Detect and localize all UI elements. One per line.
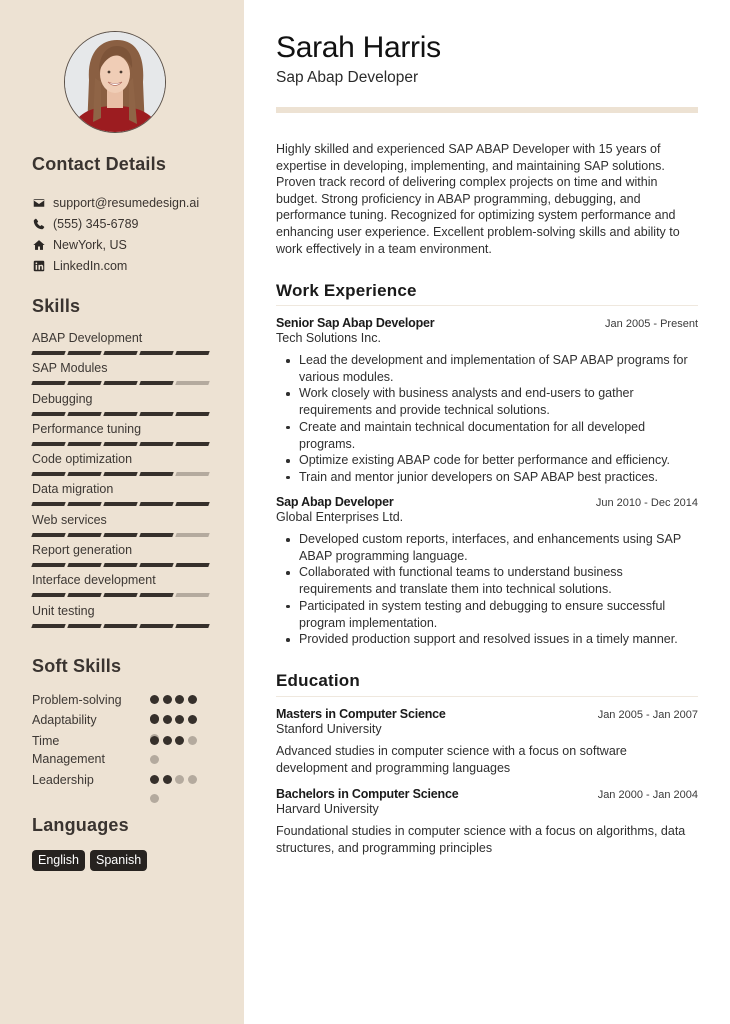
job-bullet: Train and mentor junior developers on SAP ABAP best practices. bbox=[276, 469, 698, 486]
contact-linkedin[interactable] bbox=[32, 255, 199, 276]
job-company: Tech Solutions Inc. bbox=[276, 331, 381, 345]
education-description: Advanced studies in computer science with a focus on software development and programming languages bbox=[276, 744, 627, 775]
skill-level-bar bbox=[32, 412, 214, 416]
main-content bbox=[244, 0, 730, 1024]
soft-skill-label-line: Management bbox=[32, 752, 105, 766]
skill-segment-filled bbox=[67, 412, 101, 416]
skill-level-bar bbox=[32, 593, 214, 597]
skill-label: Code optimization bbox=[32, 452, 133, 467]
rating-dot-filled bbox=[150, 775, 159, 784]
job-company: Global Enterprises Ltd. bbox=[276, 510, 404, 524]
skill-segment-filled bbox=[139, 381, 173, 385]
skill-segment-filled bbox=[103, 381, 137, 385]
envelope-icon bbox=[32, 196, 45, 209]
soft-skill-rating bbox=[150, 711, 210, 729]
language-chip: English bbox=[32, 850, 85, 871]
job-bullet: Work closely with business analysts and end-users to gather requirements and provide technical solutions. bbox=[276, 385, 698, 418]
rating-dot-filled bbox=[175, 736, 184, 745]
work-experience-heading: Work Experience bbox=[276, 281, 417, 300]
job-bullet: Optimize existing ABAP code for better performance and efficiency. bbox=[276, 452, 698, 469]
rating-dot-empty bbox=[150, 794, 159, 803]
candidate-name: Sarah Harris bbox=[276, 31, 441, 64]
skill-label: Unit testing bbox=[32, 603, 95, 618]
skill-label: Report generation bbox=[32, 543, 133, 558]
skill-segment-filled bbox=[103, 563, 137, 567]
sidebar bbox=[0, 0, 244, 1024]
skill-segment-filled bbox=[103, 593, 137, 597]
education-entry bbox=[276, 707, 698, 776]
skill-level-bar bbox=[32, 381, 214, 385]
skill-label: Debugging bbox=[32, 391, 93, 406]
degree-title: Masters in Computer Science bbox=[276, 707, 446, 721]
profile-photo bbox=[64, 31, 166, 133]
skill-segment-filled bbox=[175, 624, 209, 628]
rating-dot-empty bbox=[175, 775, 184, 784]
skill-segment-empty bbox=[175, 533, 209, 537]
skill-segment-filled bbox=[31, 502, 65, 506]
education-divider bbox=[276, 696, 698, 697]
rating-dot-filled bbox=[163, 695, 172, 704]
skill-label: Web services bbox=[32, 512, 107, 527]
profile-photo-icon bbox=[65, 32, 165, 132]
skills-list bbox=[32, 330, 214, 633]
skill-segment-filled bbox=[31, 381, 65, 385]
contact-phone-text: (555) 345-6789 bbox=[53, 216, 139, 231]
skill-segment-filled bbox=[31, 472, 65, 476]
skill-segment-filled bbox=[139, 563, 173, 567]
soft-skill-item bbox=[32, 711, 210, 729]
skill-segment-filled bbox=[67, 442, 101, 446]
job-dates: Jun 2010 - Dec 2014 bbox=[595, 497, 698, 509]
soft-skill-label-line: Time bbox=[32, 734, 60, 748]
job-bullets bbox=[276, 531, 698, 648]
job-bullet: Create and maintain technical documentation for all developed programs. bbox=[276, 419, 698, 452]
skill-segment-filled bbox=[175, 563, 209, 567]
soft-skill-rating bbox=[150, 691, 210, 709]
rating-dot-filled bbox=[188, 695, 197, 704]
skill-segment-filled bbox=[103, 442, 137, 446]
skill-level-bar bbox=[32, 472, 214, 476]
skill-item bbox=[32, 542, 214, 572]
skill-segment-filled bbox=[103, 472, 137, 476]
skill-item bbox=[32, 391, 214, 421]
education-description: Foundational studies in computer science with a focus on algorithms, data structures, and programming principles bbox=[276, 824, 686, 855]
skill-item bbox=[32, 451, 214, 481]
skill-item bbox=[32, 512, 214, 542]
skill-segment-filled bbox=[67, 533, 101, 537]
skill-item bbox=[32, 421, 214, 451]
skill-segment-empty bbox=[175, 593, 209, 597]
skill-item bbox=[32, 481, 214, 511]
rating-dot-filled bbox=[163, 715, 172, 724]
job-bullet: Collaborated with functional teams to understand business requirements and translate them into technical solutions. bbox=[276, 564, 698, 597]
soft-skill-item bbox=[32, 691, 210, 709]
skill-segment-filled bbox=[31, 412, 65, 416]
skill-segment-filled bbox=[31, 442, 65, 446]
soft-skill-rating bbox=[150, 732, 210, 768]
rating-dot-empty bbox=[188, 736, 197, 745]
candidate-title: Sap Abap Developer bbox=[276, 69, 419, 86]
skill-segment-filled bbox=[103, 533, 137, 537]
contact-email-text: support@resumedesign.ai bbox=[53, 195, 200, 210]
contact-heading: Contact Details bbox=[32, 154, 167, 174]
rating-dot-empty bbox=[150, 755, 159, 764]
skill-segment-filled bbox=[31, 351, 65, 355]
rating-dot-filled bbox=[188, 715, 197, 724]
skill-segment-empty bbox=[175, 381, 209, 385]
skill-segment-filled bbox=[175, 502, 209, 506]
skills-heading: Skills bbox=[32, 296, 81, 316]
profile-summary: Highly skilled and experienced SAP ABAP Developer with 15 years of expertise in developing, implementing, and maintaining SAP solutions. Proven track record of delivering complex projects on time and within budget. Strong proficiency in ABAP programming, debugging, and performance tuning. Recognized for optimizing system performance and enhancing user experience. Excellent problem-solving skills and ability to work effectively in a team environment. bbox=[276, 142, 680, 256]
soft-skill-item bbox=[32, 771, 210, 789]
skill-segment-filled bbox=[67, 624, 101, 628]
contact-list bbox=[32, 192, 199, 276]
skill-segment-filled bbox=[139, 593, 173, 597]
skill-segment-filled bbox=[31, 593, 65, 597]
skill-label: ABAP Development bbox=[32, 331, 143, 345]
soft-skill-label: Leadership bbox=[32, 773, 94, 787]
work-experience-divider bbox=[276, 305, 698, 306]
languages-list bbox=[32, 850, 147, 871]
linkedin-icon bbox=[32, 259, 45, 272]
skill-segment-filled bbox=[175, 351, 209, 355]
skill-segment-filled bbox=[67, 472, 101, 476]
rating-dot-filled bbox=[163, 736, 172, 745]
contact-email[interactable] bbox=[32, 192, 199, 213]
skill-segment-filled bbox=[67, 593, 101, 597]
degree-title: Bachelors in Computer Science bbox=[276, 787, 459, 801]
job-title: Sap Abap Developer bbox=[276, 495, 394, 509]
skill-item bbox=[32, 360, 214, 390]
skill-segment-filled bbox=[103, 412, 137, 416]
contact-location bbox=[32, 234, 199, 255]
skill-segment-filled bbox=[67, 351, 101, 355]
contact-location-text: NewYork, US bbox=[53, 237, 127, 252]
soft-skill-label: Adaptability bbox=[32, 713, 97, 727]
skill-item bbox=[32, 572, 214, 602]
soft-skill-item bbox=[32, 732, 210, 768]
skill-segment-filled bbox=[103, 351, 137, 355]
skill-level-bar bbox=[32, 624, 214, 628]
job-entry bbox=[276, 495, 698, 648]
soft-skill-rating bbox=[150, 771, 210, 789]
skill-segment-filled bbox=[31, 533, 65, 537]
contact-linkedin-text: LinkedIn.com bbox=[53, 258, 128, 273]
skill-segment-empty bbox=[175, 472, 209, 476]
school-name: Harvard University bbox=[276, 802, 379, 816]
skill-segment-filled bbox=[175, 442, 209, 446]
job-bullets bbox=[276, 352, 698, 486]
school-name: Stanford University bbox=[276, 722, 382, 736]
skill-segment-filled bbox=[67, 563, 101, 567]
education-dates: Jan 2005 - Jan 2007 bbox=[597, 709, 698, 721]
skill-segment-filled bbox=[139, 472, 173, 476]
skill-segment-filled bbox=[139, 624, 173, 628]
skill-segment-filled bbox=[103, 624, 137, 628]
education-entry bbox=[276, 787, 698, 856]
rating-dot-empty bbox=[188, 775, 197, 784]
skill-label: Performance tuning bbox=[32, 421, 142, 436]
skill-segment-filled bbox=[139, 351, 173, 355]
job-dates: Jan 2005 - Present bbox=[605, 318, 698, 330]
skill-label: Data migration bbox=[32, 482, 114, 497]
skill-level-bar bbox=[32, 502, 214, 506]
languages-heading: Languages bbox=[32, 815, 129, 835]
skill-level-bar bbox=[32, 533, 214, 537]
skill-item bbox=[32, 603, 214, 633]
job-bullet: Lead the development and implementation of SAP ABAP programs for various modules. bbox=[276, 352, 698, 385]
skill-item bbox=[32, 330, 214, 360]
job-bullet: Participated in system testing and debugging to ensure successful program implementation. bbox=[276, 598, 698, 631]
soft-skill-label: Problem-solving bbox=[32, 693, 122, 707]
rating-dot-filled bbox=[175, 715, 184, 724]
rating-dot-filled bbox=[175, 695, 184, 704]
rating-dot-filled bbox=[150, 736, 159, 745]
language-chip: Spanish bbox=[90, 850, 147, 871]
education-dates: Jan 2000 - Jan 2004 bbox=[597, 789, 698, 801]
rating-dot-filled bbox=[150, 695, 159, 704]
phone-icon bbox=[32, 217, 45, 230]
skill-segment-filled bbox=[139, 442, 173, 446]
skill-segment-filled bbox=[175, 412, 209, 416]
skill-segment-filled bbox=[31, 624, 65, 628]
skill-label: Interface development bbox=[32, 573, 156, 588]
skill-label: SAP Modules bbox=[32, 361, 108, 376]
skill-segment-filled bbox=[139, 412, 173, 416]
rating-dot-filled bbox=[163, 775, 172, 784]
skill-segment-filled bbox=[139, 533, 173, 537]
job-title: Senior Sap Abap Developer bbox=[276, 316, 435, 330]
home-icon bbox=[32, 238, 45, 251]
education-heading: Education bbox=[276, 671, 360, 690]
skill-level-bar bbox=[32, 442, 214, 446]
skill-level-bar bbox=[32, 563, 214, 567]
header-divider bbox=[276, 107, 698, 113]
rating-dot-filled bbox=[150, 715, 159, 724]
soft-skill-label bbox=[32, 732, 150, 768]
skill-segment-filled bbox=[103, 502, 137, 506]
skill-segment-filled bbox=[67, 381, 101, 385]
skill-segment-filled bbox=[139, 502, 173, 506]
job-bullet: Developed custom reports, interfaces, and enhancements using SAP ABAP programming language. bbox=[276, 531, 698, 564]
job-bullet: Provided production support and resolved issues in a timely manner. bbox=[276, 631, 698, 648]
skill-segment-filled bbox=[31, 563, 65, 567]
skill-level-bar bbox=[32, 351, 214, 355]
contact-phone[interactable] bbox=[32, 213, 199, 234]
job-entry bbox=[276, 316, 698, 486]
skill-segment-filled bbox=[67, 502, 101, 506]
soft-skills-heading: Soft Skills bbox=[32, 656, 122, 676]
